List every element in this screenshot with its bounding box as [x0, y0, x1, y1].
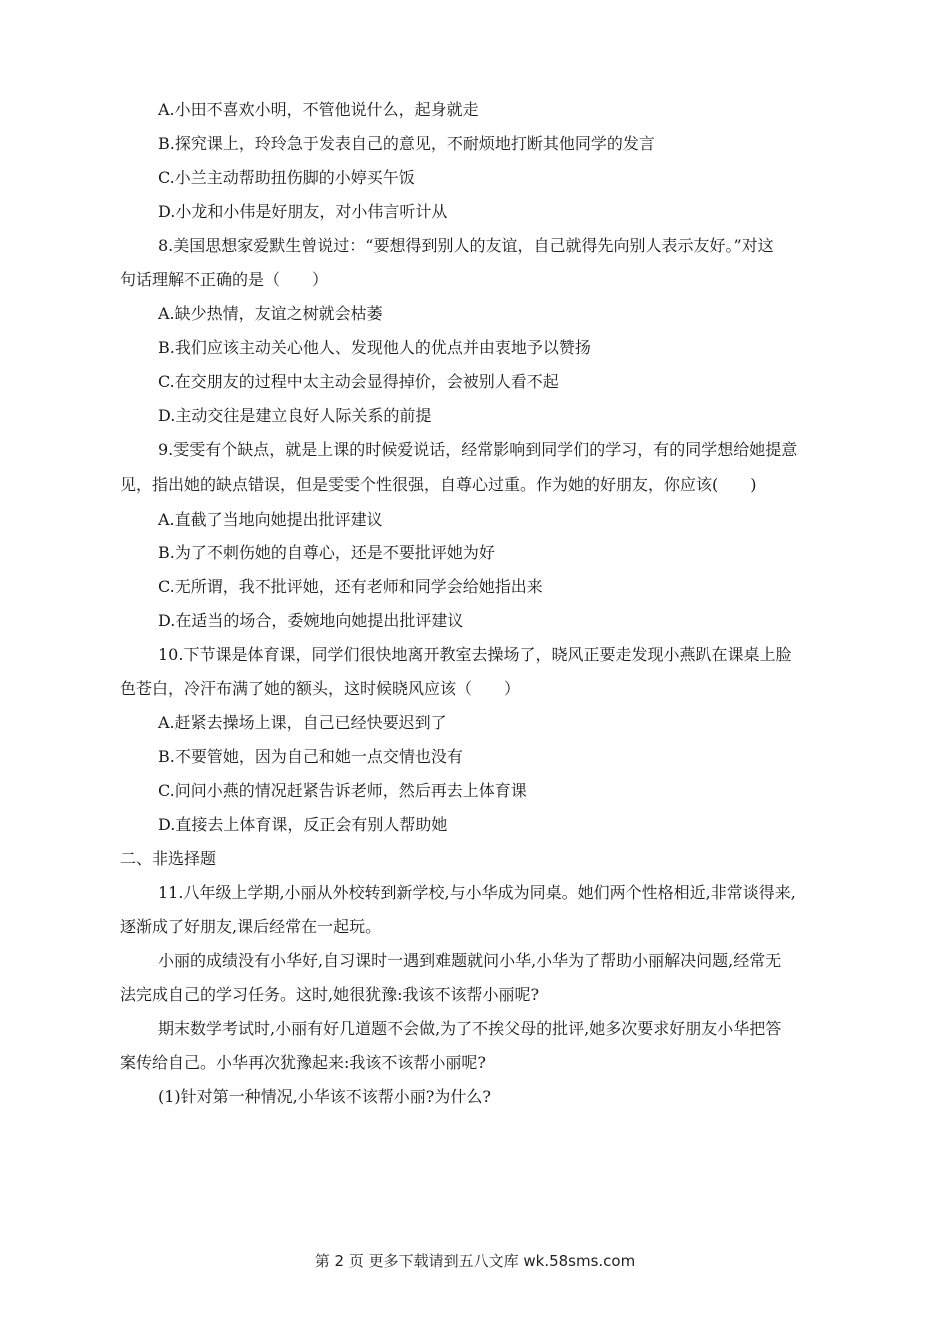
q9-stem-line2: 见，指出她的缺点错误，但是雯雯个性很强，自尊心过重。作为她的好朋友，你应该( ): [120, 475, 757, 494]
q8-option-b: B.我们应该主动关心他人、发现他人的优点并由衷地予以赞扬: [158, 338, 591, 357]
section-title: 二、非选择题: [120, 849, 217, 868]
q10-option-c: C.问问小燕的情况赶紧告诉老师，然后再去上体育课: [158, 781, 527, 800]
q9-option-a: A.直截了当地向她提出批评建议: [158, 510, 383, 529]
q11-paragraph1-line2: 逐渐成了好朋友,课后经常在一起玩。: [120, 917, 382, 936]
q8-stem-line2: 句话理解不正确的是（ ）: [120, 270, 329, 289]
q11-paragraph1-line1: 11.八年级上学期,小丽从外校转到新学校,与小华成为同桌。她们两个性格相近,非常谈得来,: [158, 883, 796, 902]
q10-option-d: D.直接去上体育课，反正会有别人帮助她: [158, 815, 448, 834]
q10-stem-line1: 10.下节课是体育课，同学们很快地离开教室去操场了，晓风正要走发现小燕趴在课桌上脸: [158, 645, 792, 664]
q9-option-b: B.为了不刺伤她的自尊心，还是不要批评她为好: [158, 543, 495, 562]
q11-paragraph2-line2: 法完成自己的学习任务。这时,她很犹豫:我该不该帮小丽呢?: [120, 985, 540, 1004]
q9-option-c: C.无所谓，我不批评她，还有老师和同学会给她指出来: [158, 577, 543, 596]
q10-option-a: A.赶紧去操场上课，自己已经快要迟到了: [158, 713, 447, 732]
q11-paragraph3-line1: 期末数学考试时,小丽有好几道题不会做,为了不挨父母的批评,她多次要求好朋友小华把答: [158, 1019, 782, 1038]
q8-option-d: D.主动交往是建立良好人际关系的前提: [158, 406, 432, 425]
q8-stem-line1: 8.美国思想家爱默生曾说过：“要想得到别人的友谊，自己就得先向别人表示友好。”对这: [158, 236, 774, 255]
q7-option-a: A.小田不喜欢小明，不管他说什么，起身就走: [158, 100, 479, 119]
q8-option-c: C.在交朋友的过程中太主动会显得掉价，会被别人看不起: [158, 372, 559, 391]
q10-stem-line2: 色苍白，冷汗布满了她的额头，这时候晓风应该（ ）: [120, 679, 521, 698]
q8-option-a: A.缺少热情，友谊之树就会枯萎: [158, 304, 383, 323]
page-footer: 第 2 页 更多下载请到五八文库 wk.58sms.com: [314, 1252, 636, 1270]
q7-option-c: C.小兰主动帮助扭伤脚的小婷买午饭: [158, 168, 415, 187]
q7-option-b: B.探究课上，玲玲急于发表自己的意见，不耐烦地打断其他同学的发言: [158, 134, 655, 153]
q11-subquestion-1: (1)针对第一种情况,小华该不该帮小丽?为什么?: [158, 1087, 491, 1106]
q7-option-d: D.小龙和小伟是好朋友，对小伟言听计从: [158, 202, 448, 221]
q11-paragraph2-line1: 小丽的成绩没有小华好,自习课时一遇到难题就问小华,小华为了帮助小丽解决问题,经常无: [158, 951, 782, 970]
q9-option-d: D.在适当的场合，委婉地向她提出批评建议: [158, 611, 464, 630]
q11-paragraph3-line2: 案传给自己。小华再次犹豫起来:我该不该帮小丽呢?: [120, 1053, 486, 1072]
q10-option-b: B.不要管她，因为自己和她一点交情也没有: [158, 747, 463, 766]
q9-stem-line1: 9.雯雯有个缺点，就是上课的时候爱说话，经常影响到同学们的学习，有的同学想给她提意: [158, 440, 798, 459]
